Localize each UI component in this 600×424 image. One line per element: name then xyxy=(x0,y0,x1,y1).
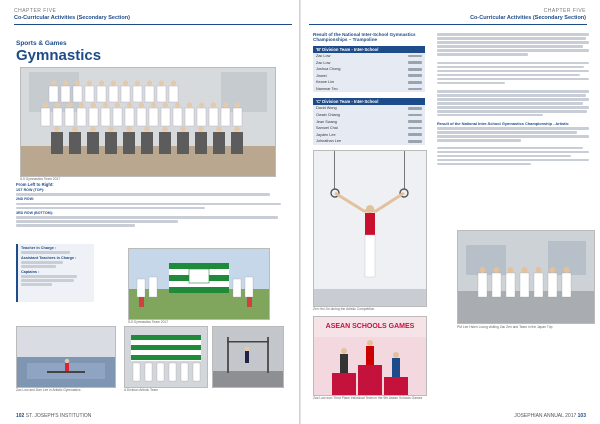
teacher-in-charge-box xyxy=(16,244,94,302)
placeholder-bar xyxy=(437,151,589,154)
division-photo-illustration xyxy=(125,327,207,387)
placeholder-bar xyxy=(21,283,52,286)
placeholder-bar xyxy=(437,90,589,93)
team-group-photo xyxy=(20,67,276,177)
row2-label: 2ND ROW: xyxy=(16,197,35,202)
placeholder-bar xyxy=(437,66,584,69)
left-folio-text: ST. JOSEPH'S INSTITUTION xyxy=(25,413,92,419)
placeholder-bar xyxy=(21,261,63,264)
placeholder-bar xyxy=(21,251,70,254)
left-header xyxy=(14,8,130,21)
results-column xyxy=(313,32,425,145)
header-rule xyxy=(14,24,292,25)
chapter-label: CHAPTER FIVE xyxy=(14,8,57,14)
placeholder-bar xyxy=(437,106,589,109)
division-team-photo xyxy=(124,326,208,388)
names-heading: From Left to Right: xyxy=(16,182,54,187)
right-page xyxy=(301,0,600,424)
left-page-number: 102 xyxy=(16,413,25,419)
result-row: Jinwei xyxy=(313,73,425,80)
right-header xyxy=(470,8,586,21)
rings-gymnast-photo xyxy=(313,150,427,307)
page-title: Gymnastics xyxy=(16,47,102,64)
right-folio-text: JOSEPHIAN ANNUAL 2017 xyxy=(514,413,577,419)
section-kicker: Sports & Games xyxy=(16,40,67,47)
placeholder-bar xyxy=(16,193,270,196)
chapter-label: CHAPTER FIVE xyxy=(543,8,586,14)
placeholder-bar xyxy=(21,279,74,282)
placeholder-bar xyxy=(21,275,77,278)
placeholder-bar xyxy=(437,49,589,52)
placeholder-bar xyxy=(16,224,135,227)
names-block xyxy=(16,182,286,228)
placeholder-bar xyxy=(437,62,589,65)
left-folio xyxy=(16,413,91,419)
assistant-teachers-heading: Assistant Teachers in Charge : xyxy=(21,255,77,260)
result-row: Samuel Chai xyxy=(313,125,425,132)
team-photo-caption: SJI Gymnastics Team 2017 xyxy=(20,177,61,181)
visit-photo-illustration xyxy=(458,231,594,323)
placeholder-bar xyxy=(437,147,583,150)
placeholder-bar xyxy=(437,163,531,166)
podium-illustration xyxy=(314,317,426,395)
visit-photo-caption: PM Lee Hsien Loong visiting Zac Zen and Team in the Japan Trip xyxy=(457,325,553,329)
result-row: Owain Chiang xyxy=(313,112,425,119)
flag-photo-caption: SJI Gymnastics Team 2017 xyxy=(128,320,169,324)
placeholder-bar xyxy=(16,203,281,206)
placeholder-bar xyxy=(437,114,543,117)
placeholder-bar xyxy=(437,110,587,113)
teacher-heading: Teacher in Charge : xyxy=(21,246,57,250)
div-b-table xyxy=(313,46,425,92)
division-team-caption: A Division Artistic Team xyxy=(124,388,159,392)
header-rule xyxy=(309,24,587,25)
podium-caption: Zac Low won Third Place individual Team in the 9th Asean Schools Games xyxy=(313,396,423,400)
placeholder-bar xyxy=(16,216,278,219)
placeholder-bar xyxy=(437,131,577,134)
row3-label: 3RD ROW (BOTTOM): xyxy=(16,210,54,215)
div-c-table xyxy=(313,98,425,144)
placeholder-bar xyxy=(437,159,589,162)
placeholder-bar xyxy=(16,207,205,210)
rings-illustration xyxy=(314,151,426,306)
placeholder-bar xyxy=(437,155,571,158)
gym-hall-caption: Zac Low and Dan Lee in Artistic Gymnastics xyxy=(16,388,81,392)
result-row: Keane Lim xyxy=(313,79,425,86)
flag-celebration-photo xyxy=(128,248,270,320)
rings-caption: Zen Hui Jin during the Artistic Competition xyxy=(313,307,375,311)
result-row: Zac Low xyxy=(313,59,425,66)
asean-banner-text: ASEAN SCHOOLS GAMES xyxy=(325,323,415,330)
row1-label: 1ST ROW (TOP): xyxy=(16,188,45,192)
placeholder-bar xyxy=(437,139,521,142)
result-row: Zac Low xyxy=(313,53,425,60)
placeholder-bar xyxy=(437,102,583,105)
bar-routine-photo xyxy=(212,326,284,388)
result-row: Jayden Lee xyxy=(313,131,425,138)
visit-team-photo xyxy=(457,230,595,324)
bar-routine-illustration xyxy=(213,327,283,387)
section-title: Co-Curricular Activities (Secondary Section) xyxy=(470,15,586,21)
flag-photo-illustration xyxy=(129,249,269,319)
placeholder-bar xyxy=(437,70,589,73)
result-row: Joshua Chong xyxy=(313,66,425,73)
body-text-column xyxy=(437,32,589,167)
div-b-label: 'B' Division Team - Inter-School xyxy=(313,46,425,53)
results-title: Result of the National Inter-School Gymnastics Championships – Trampoline xyxy=(313,32,416,43)
placeholder-bar xyxy=(437,74,580,77)
placeholder-bar xyxy=(437,45,583,48)
captains-heading: Captains : xyxy=(21,269,40,274)
placeholder-bar xyxy=(16,220,178,223)
placeholder-bar xyxy=(21,265,56,268)
placeholder-bar xyxy=(437,33,589,36)
result-row: Johnathan Lee xyxy=(313,138,425,145)
div-c-label: 'C' Division Team - Inter-School xyxy=(313,98,425,105)
placeholder-bar xyxy=(437,37,586,40)
result-row: Nammar Teo xyxy=(313,86,425,93)
gym-hall-photo xyxy=(16,326,116,388)
right-page-number: 103 xyxy=(577,413,586,419)
placeholder-bar xyxy=(437,98,589,101)
placeholder-bar xyxy=(437,41,589,44)
placeholder-bar xyxy=(437,78,589,81)
gym-hall-illustration xyxy=(17,327,115,387)
result-row: David Wong xyxy=(313,105,425,112)
placeholder-bar xyxy=(437,135,589,138)
placeholder-bar xyxy=(437,94,586,97)
placeholder-bar xyxy=(437,82,505,85)
result-row: Jean Swang xyxy=(313,118,425,125)
artistic-results-subhead: Result of the National Inter-School Gymnastics Championship - Artistic xyxy=(437,120,569,126)
section-title: Co-Curricular Activities (Secondary Section) xyxy=(14,15,130,21)
asean-podium-photo xyxy=(313,316,427,396)
placeholder-bar xyxy=(437,53,528,56)
team-photo-illustration xyxy=(21,68,275,176)
right-folio xyxy=(514,413,586,419)
left-page xyxy=(0,0,299,424)
placeholder-bar xyxy=(437,127,589,130)
